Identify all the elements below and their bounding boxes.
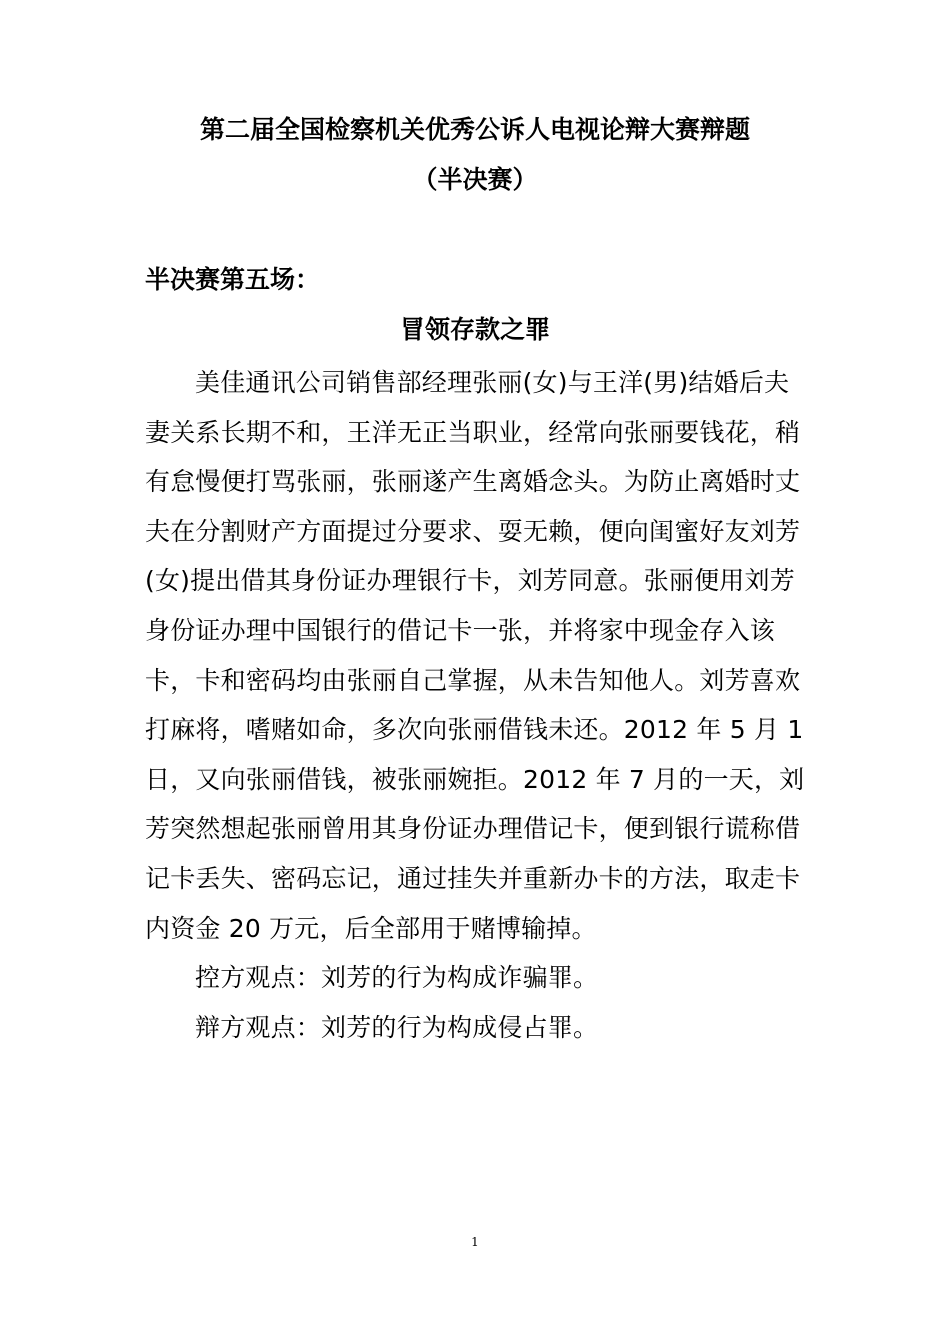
page-number: 1 [471, 1235, 479, 1249]
defense-view: 辩方观点：刘芳的行为构成侵占罪。 [195, 1012, 599, 1042]
case-title: 冒领存款之罪 [399, 315, 550, 344]
body-line: (女)提出借其身份证办理银行卡，刘芳同意。张丽便用刘芳 [145, 566, 795, 596]
body-line: 妻关系长期不和，王洋无正当职业，经常向张丽要钱花，稍 [145, 417, 801, 447]
case-body [145, 358, 845, 1052]
document-title: 第二届全国检察机关优秀公诉人电视论辩大赛辩题 [199, 115, 750, 144]
section-heading: 半决赛第五场： [145, 265, 321, 294]
body-line: 卡，卡和密码均由张丽自己掌握，从未告知他人。刘芳喜欢 [145, 665, 801, 695]
body-line: 美佳通讯公司销售部经理张丽(女)与王洋(男)结婚后夫 [195, 368, 790, 397]
document-subtitle: （半决赛） [412, 165, 538, 194]
body-line: 内资金 20 万元，后全部用于赌博输掉。 [145, 913, 597, 943]
body-line: 打麻将，嗜赌如命，多次向张丽借钱未还。2012 年 5 月 1 [145, 715, 804, 745]
prosecution-view: 控方观点：刘芳的行为构成诈骗罪。 [195, 963, 599, 993]
body-line: 日，又向张丽借钱，被张丽婉拒。2012 年 7 月的一天，刘 [145, 764, 805, 794]
body-line: 身份证办理中国银行的借记卡一张，并将家中现金存入该 [145, 615, 776, 645]
body-line: 有怠慢便打骂张丽，张丽遂产生离婚念头。为防止离婚时丈 [145, 467, 801, 497]
body-line: 记卡丢失、密码忘记，通过挂失并重新办卡的方法，取走卡 [145, 863, 801, 893]
body-line: 芳突然想起张丽曾用其身份证办理借记卡，便到银行谎称借 [145, 814, 801, 844]
body-line: 夫在分割财产方面提过分要求、耍无赖，便向闺蜜好友刘芳 [145, 516, 801, 546]
